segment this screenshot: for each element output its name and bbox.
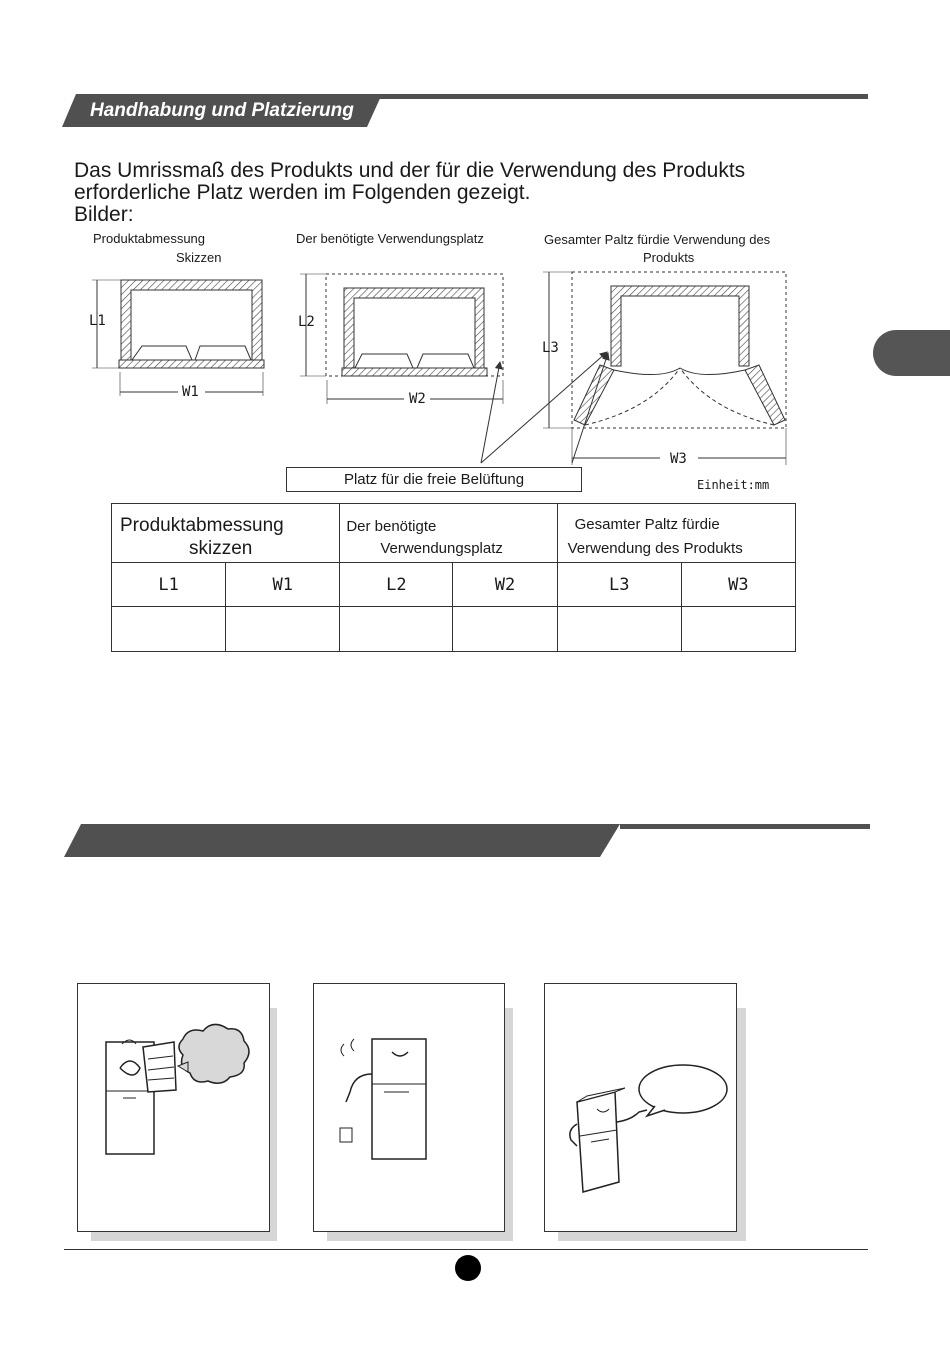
table-group-1 [112,504,340,563]
fridge-unplug-illustration [314,984,504,1231]
intro-line-2: erforderliche Platz werden im Folgenden gezeigt. [74,181,531,204]
intro-line-3: Bilder: [74,203,134,226]
fridge-speech-illustration [545,984,736,1231]
table-column-row [112,563,796,607]
label-w2: W2 [409,391,426,407]
ventilation-label: Platz für die freie Belüftung [286,467,582,492]
intro-line-1: Das Umrissmaß des Produkts und der für die Verwendung des Produkts [74,159,746,182]
section-banner-2 [64,823,870,858]
footer-rule [64,1249,868,1250]
illustration-frame-1 [77,983,270,1232]
fridge-open-door-illustration [78,984,269,1231]
group1-line1: Produktabmessung [120,515,284,536]
label-w1: W1 [182,384,199,400]
col-l2: L2 [340,563,453,607]
dimension-diagrams [0,260,950,470]
col-w2: W2 [453,563,557,607]
label-w3: W3 [670,451,687,467]
value-w1 [226,607,340,652]
unit-label: Einheit:mm [697,478,770,492]
table-header-row [112,504,796,563]
page-number-marker [455,1255,481,1281]
dimension-table [111,503,796,652]
label-l2: L2 [298,314,315,330]
fridge-top-view-2 [300,274,503,404]
group2-line2: Verwendungsplatz [380,540,503,557]
col-w1: W1 [226,563,340,607]
col-l3: L3 [557,563,681,607]
section-title: Handhabung und Platzierung [90,100,354,121]
diagram3-caption-1: Gesamter Paltz fürdie Verwendung des [544,232,771,247]
col-w3: W3 [681,563,795,607]
diagram3-caption-2: Produkts [643,250,695,265]
diagram1-caption-2: Skizzen [176,250,222,265]
group2-line1: Der benötigte [346,518,437,535]
value-w3 [681,607,795,652]
table-group-2 [340,504,557,563]
value-w2 [453,607,557,652]
group3-line2: Verwendung des Produkts [567,540,743,557]
illustration-frame-3 [544,983,737,1232]
diagram2-caption: Der benötigte Verwendungsplatz [296,231,484,246]
label-l3: L3 [542,340,559,356]
intro-text [74,160,834,226]
illustration-frame-2 [313,983,505,1232]
group3-line1: Gesamter Paltz fürdie [574,516,720,533]
value-l2 [340,607,453,652]
value-l3 [557,607,681,652]
group1-line2: skizzen [189,538,253,559]
value-l1 [112,607,226,652]
label-l1: L1 [89,313,106,329]
diagram1-caption-1: Produktabmessung [93,231,206,246]
table-value-row [112,607,796,652]
col-l1: L1 [112,563,226,607]
fridge-top-view-3 [543,272,786,465]
vent-arrow [572,353,608,463]
fridge-top-view-1 [92,280,264,396]
table-group-3 [557,504,795,563]
